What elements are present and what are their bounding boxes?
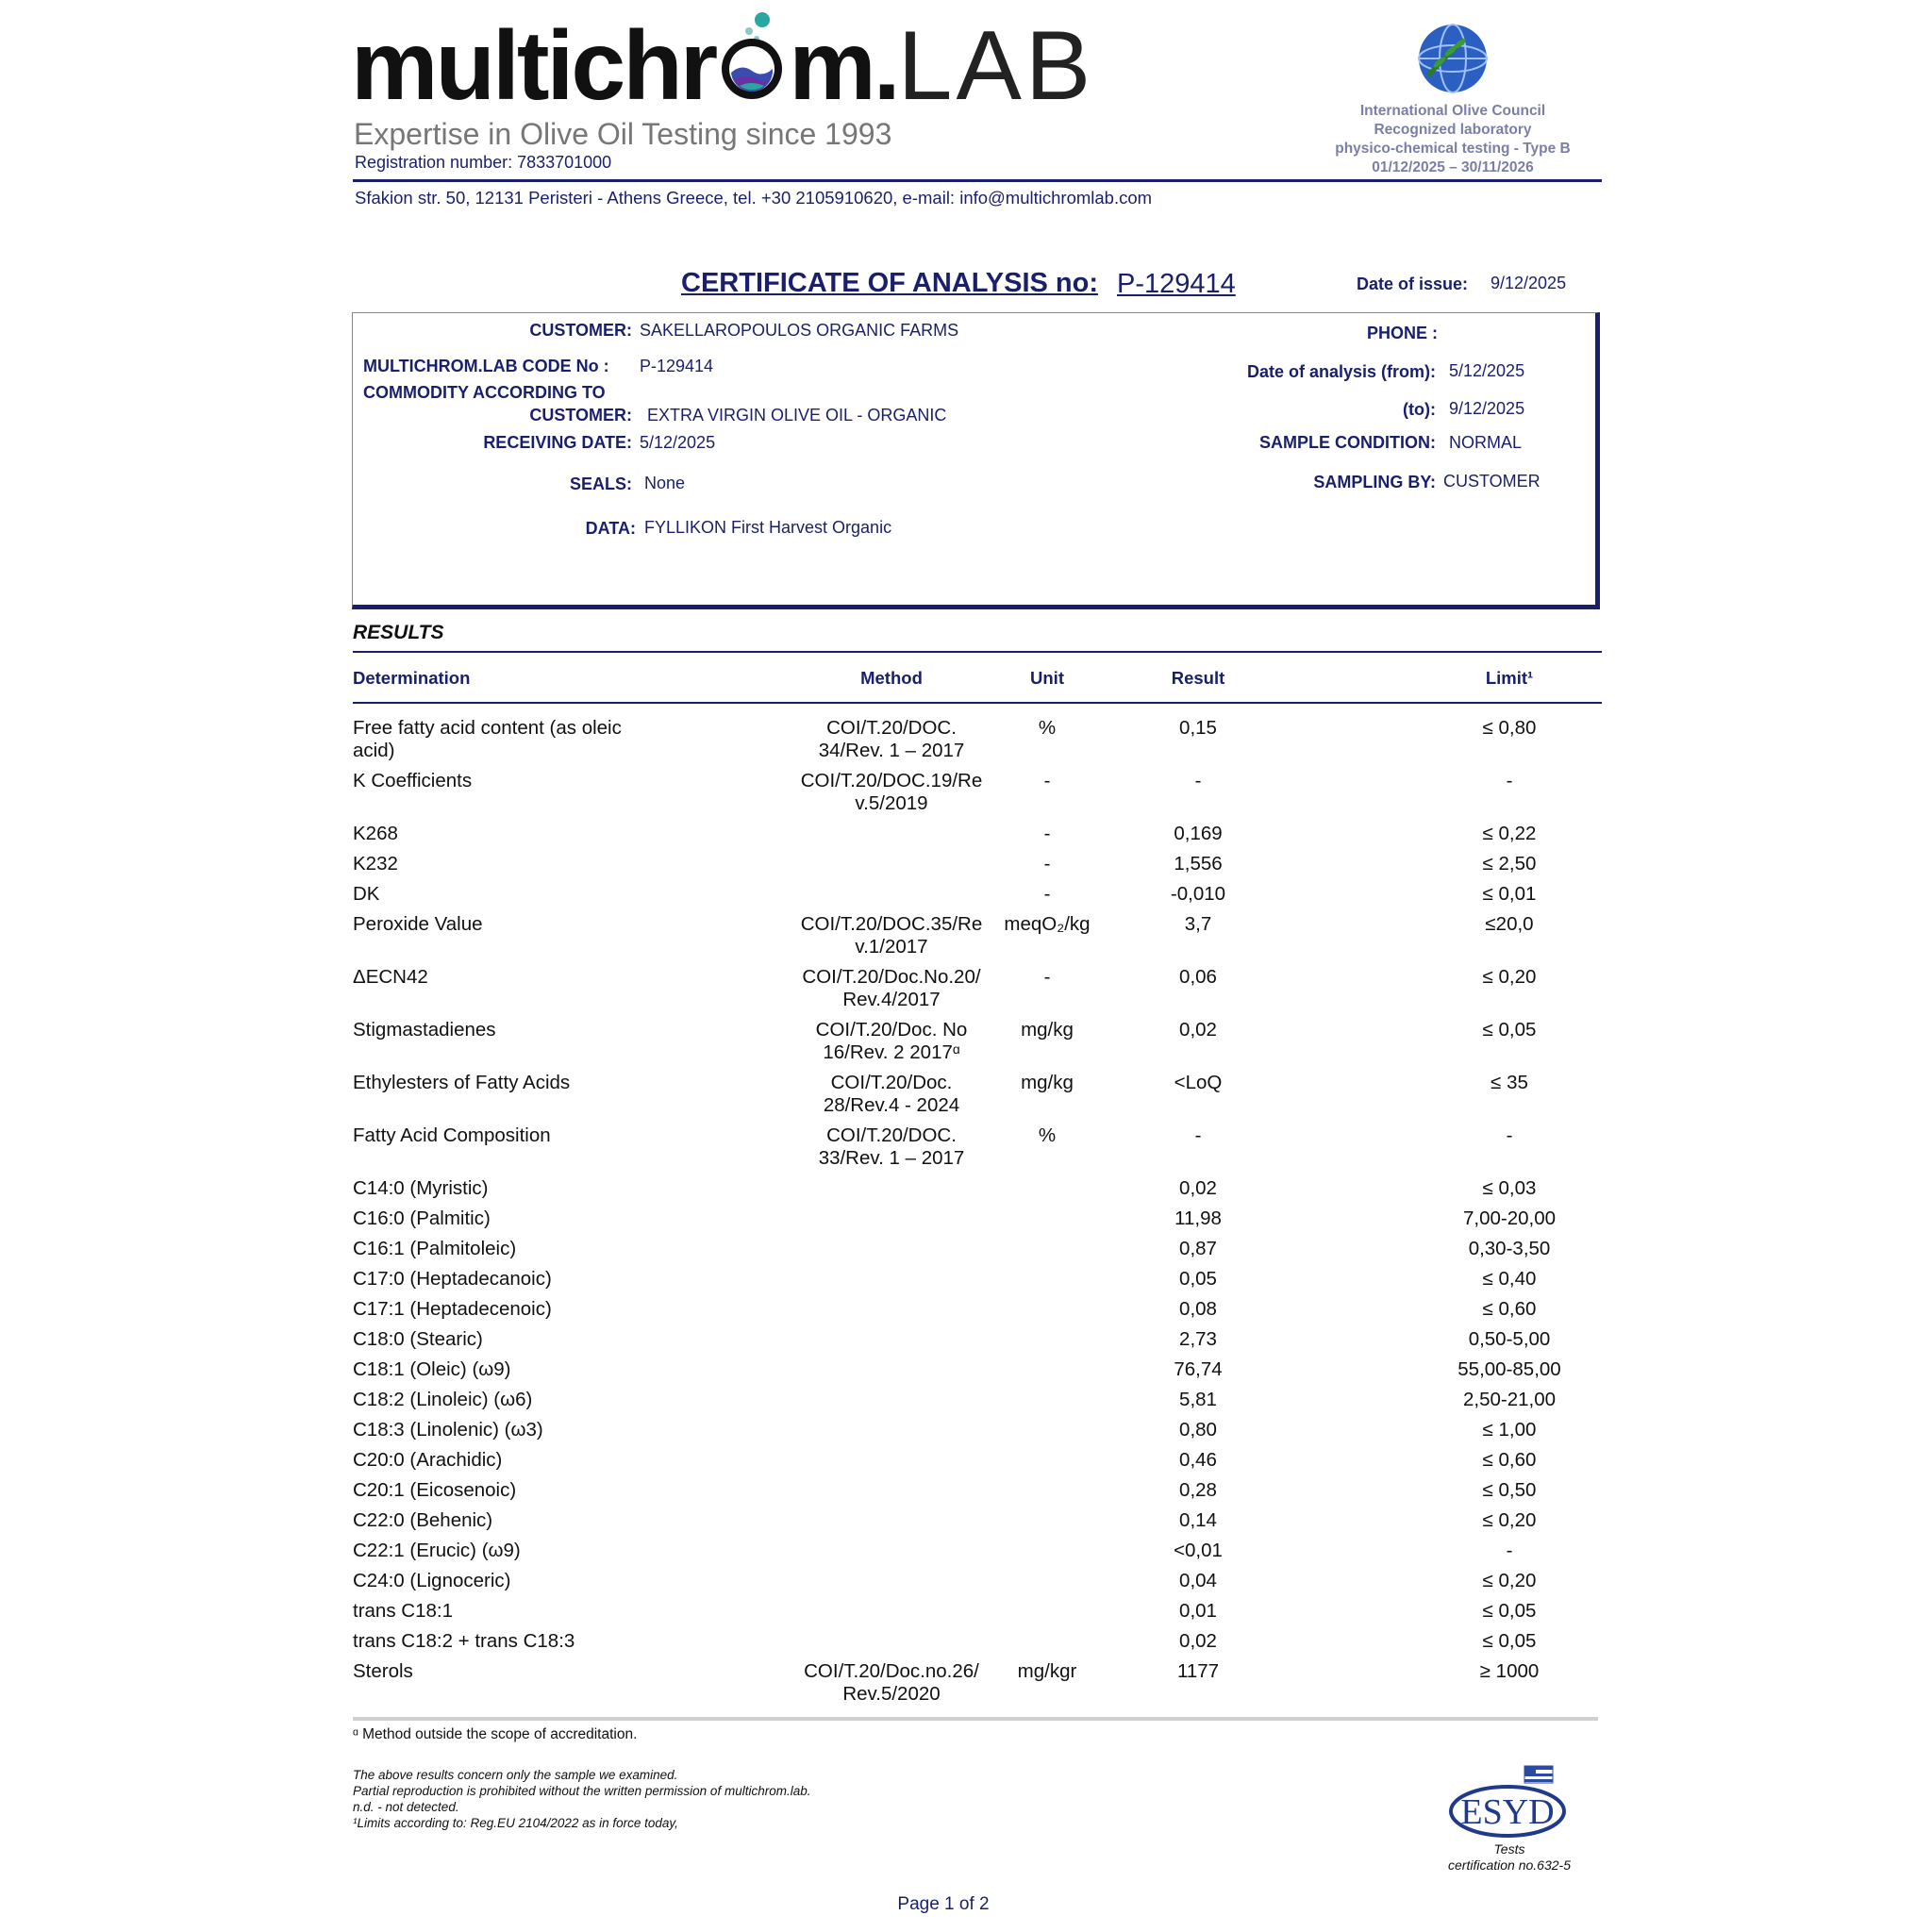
data-label: DATA: xyxy=(585,519,636,538)
col-header-method: Method xyxy=(860,668,923,688)
row-method: COI/T.20/Doc. No 16/Rev. 2 2017ᵅ xyxy=(815,1019,968,1063)
row-result: 0,02 xyxy=(1179,1177,1217,1199)
row-limit: ≤ 0,20 xyxy=(1482,1509,1537,1531)
data-value: FYLLIKON First Harvest Organic xyxy=(644,518,892,537)
logo-wordmark: multichr m.LAB xyxy=(351,11,1095,121)
ioc-recognition: International Olive Council Recognized laboratory physico-chemical testing - Type B 01/12/2025 – 30/11/2026 xyxy=(1335,103,1571,175)
commodity-value: EXTRA VIRGIN OLIVE OIL - ORGANIC xyxy=(647,406,947,425)
row-determination: trans C18:2 + trans C18:3 xyxy=(353,1630,575,1652)
row-limit: ≤ 0,80 xyxy=(1482,717,1537,739)
row-method: COI/T.20/DOC. 34/Rev. 1 – 2017 xyxy=(818,717,965,761)
col-header-result: Result xyxy=(1171,668,1225,688)
row-result: 0,87 xyxy=(1179,1238,1217,1259)
row-determination: C18:3 (Linolenic) (ω3) xyxy=(353,1419,543,1441)
code-label: MULTICHROM.LAB CODE No : xyxy=(363,357,609,375)
row-result: - xyxy=(1194,770,1202,791)
row-result: -0,010 xyxy=(1170,883,1226,905)
row-determination: C18:2 (Linoleic) (ω6) xyxy=(353,1389,533,1410)
analysis-to-label: (to): xyxy=(1403,400,1436,419)
row-determination: C18:0 (Stearic) xyxy=(353,1328,483,1350)
row-result: 0,08 xyxy=(1179,1298,1217,1320)
row-determination: C17:0 (Heptadecanoic) xyxy=(353,1268,552,1290)
row-limit: - xyxy=(1506,1540,1513,1561)
footer-notes: The above results concern only the sample we examined. Partial reproduction is prohibited without the written permission of multichrom.lab. n.d. - not detected. ¹Limits according to: Reg.EU 2104/2022 as in force today, xyxy=(353,1768,811,1830)
results-title: RESULTS xyxy=(353,622,444,643)
issue-date: 9/12/2025 xyxy=(1491,274,1567,292)
esyd-logo-icon xyxy=(1443,1764,1575,1844)
row-determination: C16:1 (Palmitoleic) xyxy=(353,1238,517,1259)
row-determination: trans C18:1 xyxy=(353,1600,453,1622)
row-determination: Stigmastadienes xyxy=(353,1019,496,1041)
row-result: 0,46 xyxy=(1179,1449,1217,1471)
row-unit: - xyxy=(1043,853,1051,874)
row-unit: - xyxy=(1043,883,1051,905)
row-result: 0,15 xyxy=(1179,717,1217,739)
row-limit: ≤ 0,22 xyxy=(1482,823,1537,844)
row-limit: ≥ 1000 xyxy=(1479,1660,1540,1682)
row-result: 1,556 xyxy=(1174,853,1223,874)
row-unit: mg/kg xyxy=(1021,1072,1074,1093)
customer-value: SAKELLAROPOULOS ORGANIC FARMS xyxy=(640,321,959,340)
row-unit: - xyxy=(1043,966,1051,988)
row-determination: K232 xyxy=(353,853,398,874)
svg-text:ESYD: ESYD xyxy=(1460,1792,1555,1832)
row-limit: 0,30-3,50 xyxy=(1468,1238,1551,1259)
row-limit: 0,50-5,00 xyxy=(1468,1328,1551,1350)
row-determination: C22:1 (Erucic) (ω9) xyxy=(353,1540,521,1561)
row-unit: % xyxy=(1038,717,1057,739)
seals-value: None xyxy=(644,474,686,492)
row-unit: - xyxy=(1043,770,1051,791)
commodity-label-2: CUSTOMER: xyxy=(529,406,632,425)
row-unit: meqO₂/kg xyxy=(1004,913,1091,935)
row-limit: 7,00-20,00 xyxy=(1462,1208,1557,1229)
row-result: 0,169 xyxy=(1174,823,1223,844)
accreditation-note: ᵅ Method outside the scope of accreditation. xyxy=(353,1726,638,1742)
col-header-determination: Determination xyxy=(353,668,471,688)
certificate-title: CERTIFICATE OF ANALYSIS no: xyxy=(681,268,1098,298)
row-determination: C17:1 (Heptadecenoic) xyxy=(353,1298,552,1320)
row-result: 0,14 xyxy=(1179,1509,1217,1531)
header-divider xyxy=(353,179,1602,182)
row-limit: 2,50-21,00 xyxy=(1462,1389,1557,1410)
row-determination: C22:0 (Behenic) xyxy=(353,1509,493,1531)
row-determination: ΔECN42 xyxy=(353,966,428,988)
row-limit: ≤ 0,60 xyxy=(1482,1298,1537,1320)
row-unit: % xyxy=(1038,1124,1057,1146)
row-limit: ≤ 0,20 xyxy=(1482,966,1537,988)
address: Sfakion str. 50, 12131 Peristeri - Athens Greece, tel. +30 2105910620, e-mail: info@multichromlab.com xyxy=(355,188,1153,208)
row-limit: ≤20,0 xyxy=(1485,913,1534,935)
ioc-globe-icon xyxy=(1415,21,1491,101)
row-limit: ≤ 0,03 xyxy=(1482,1177,1537,1199)
row-method: COI/T.20/DOC.19/Re v.5/2019 xyxy=(800,770,983,814)
tagline: Expertise in Olive Oil Testing since 1993 xyxy=(354,117,892,151)
issue-date-label: Date of issue: xyxy=(1357,275,1469,293)
row-method: COI/T.20/DOC.35/Re v.1/2017 xyxy=(800,913,983,958)
row-method: COI/T.20/Doc.No.20/ Rev.4/2017 xyxy=(802,966,981,1010)
row-unit: - xyxy=(1043,823,1051,844)
row-limit: - xyxy=(1506,1124,1513,1146)
commodity-label: COMMODITY ACCORDING TO xyxy=(363,383,606,402)
row-determination: DK xyxy=(353,883,380,905)
results-divider-top xyxy=(353,651,1602,653)
row-determination: Free fatty acid content (as oleic acid) xyxy=(353,717,622,761)
row-result: 11,98 xyxy=(1174,1208,1222,1229)
row-limit: ≤ 1,00 xyxy=(1482,1419,1537,1441)
row-result: 76,74 xyxy=(1174,1358,1223,1380)
row-result: 0,02 xyxy=(1179,1019,1217,1041)
row-determination: K Coefficients xyxy=(353,770,473,791)
row-determination: Peroxide Value xyxy=(353,913,483,935)
certificate-number: P-129414 xyxy=(1117,269,1236,299)
row-determination: Ethylesters of Fatty Acids xyxy=(353,1072,571,1093)
row-result: 5,81 xyxy=(1179,1389,1217,1410)
row-result: 0,02 xyxy=(1179,1630,1217,1652)
receiving-date-label: RECEIVING DATE: xyxy=(483,433,632,452)
row-determination: C18:1 (Oleic) (ω9) xyxy=(353,1358,511,1380)
row-result: - xyxy=(1194,1124,1202,1146)
analysis-from-label: Date of analysis (from): xyxy=(1246,362,1436,381)
receiving-date-value: 5/12/2025 xyxy=(640,433,716,452)
row-limit: - xyxy=(1506,770,1513,791)
page-number: Page 1 of 2 xyxy=(897,1894,990,1914)
registration-number: Registration number: 7833701000 xyxy=(355,153,612,172)
sample-condition-value: NORMAL xyxy=(1449,433,1523,452)
row-limit: ≤ 0,40 xyxy=(1482,1268,1537,1290)
customer-label: CUSTOMER: xyxy=(529,321,632,340)
sampling-by-value: CUSTOMER xyxy=(1443,472,1541,491)
row-result: 0,06 xyxy=(1179,966,1217,988)
row-limit: ≤ 35 xyxy=(1491,1072,1528,1093)
row-result: 0,80 xyxy=(1179,1419,1217,1441)
row-limit: 55,00-85,00 xyxy=(1457,1358,1561,1380)
row-limit: ≤ 0,05 xyxy=(1482,1019,1537,1041)
row-result: <0,01 xyxy=(1174,1540,1223,1561)
sampling-by-label: SAMPLING BY: xyxy=(1313,473,1436,491)
row-unit: mg/kgr xyxy=(1017,1660,1077,1682)
row-result: 3,7 xyxy=(1184,913,1212,935)
row-result: 0,01 xyxy=(1179,1600,1217,1622)
results-divider-header xyxy=(353,702,1602,704)
row-method: COI/T.20/Doc.no.26/ Rev.5/2020 xyxy=(804,1660,979,1705)
row-limit: ≤ 0,01 xyxy=(1482,883,1537,905)
row-result: 2,73 xyxy=(1179,1328,1217,1350)
flask-icon xyxy=(715,31,789,105)
row-method: COI/T.20/Doc. 28/Rev.4 - 2024 xyxy=(823,1072,960,1116)
row-result: 0,04 xyxy=(1179,1570,1217,1591)
row-determination: C16:0 (Palmitic) xyxy=(353,1208,491,1229)
seals-label: SEALS: xyxy=(569,475,632,493)
row-method: COI/T.20/DOC. 33/Rev. 1 – 2017 xyxy=(818,1124,965,1169)
esyd-certification: Tests certification no.632-5 xyxy=(1448,1841,1571,1873)
results-divider-bottom xyxy=(353,1717,1598,1721)
row-limit: ≤ 2,50 xyxy=(1482,853,1537,874)
code-value: P-129414 xyxy=(640,357,714,375)
row-limit: ≤ 0,60 xyxy=(1482,1449,1537,1471)
col-header-limit: Limit¹ xyxy=(1485,668,1534,688)
row-limit: ≤ 0,05 xyxy=(1482,1630,1537,1652)
row-determination: Sterols xyxy=(353,1660,413,1682)
row-determination: C24:0 (Lignoceric) xyxy=(353,1570,511,1591)
row-unit: mg/kg xyxy=(1021,1019,1074,1041)
row-determination: Fatty Acid Composition xyxy=(353,1124,551,1146)
row-result: 0,28 xyxy=(1179,1479,1217,1501)
row-limit: ≤ 0,20 xyxy=(1482,1570,1537,1591)
sample-condition-label: SAMPLE CONDITION: xyxy=(1259,433,1436,452)
row-result: <LoQ xyxy=(1174,1072,1223,1093)
col-header-unit: Unit xyxy=(1030,668,1064,688)
row-determination: C20:0 (Arachidic) xyxy=(353,1449,503,1471)
row-determination: K268 xyxy=(353,823,398,844)
phone-label: PHONE : xyxy=(1366,324,1438,342)
analysis-to-value: 9/12/2025 xyxy=(1449,399,1525,418)
row-determination: C20:1 (Eicosenoic) xyxy=(353,1479,517,1501)
row-result: 0,05 xyxy=(1179,1268,1217,1290)
row-limit: ≤ 0,05 xyxy=(1482,1600,1537,1622)
row-limit: ≤ 0,50 xyxy=(1482,1479,1537,1501)
analysis-from-value: 5/12/2025 xyxy=(1449,361,1525,380)
row-result: 1177 xyxy=(1176,1660,1220,1682)
row-determination: C14:0 (Myristic) xyxy=(353,1177,489,1199)
